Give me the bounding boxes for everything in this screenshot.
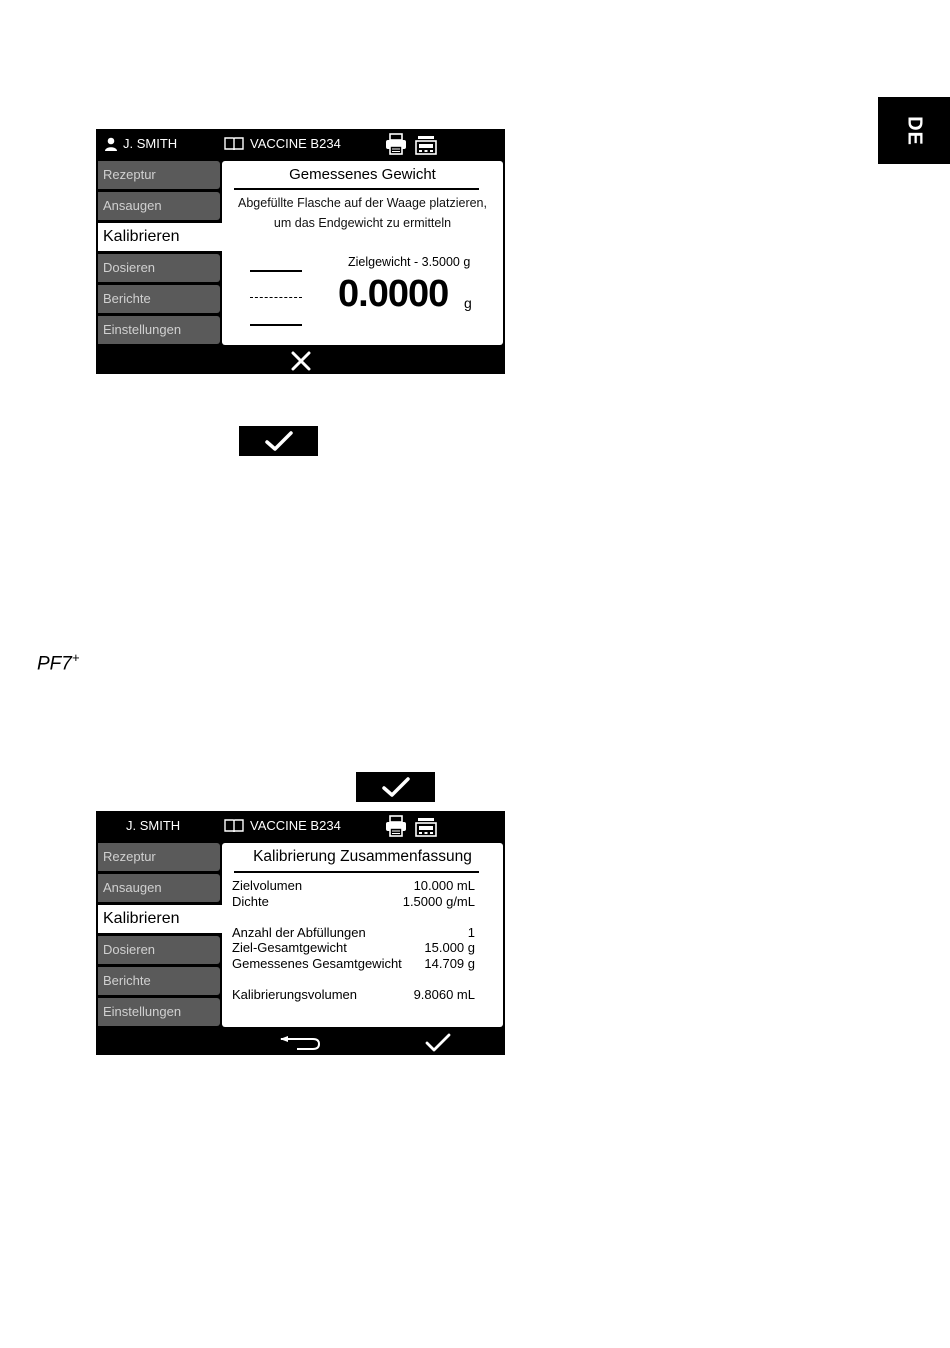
recipe-info: [224, 818, 341, 833]
sidebar-item-dosieren[interactable]: Dosieren: [98, 936, 220, 964]
sidebar-menu: [98, 843, 220, 1029]
summary-row: [232, 956, 475, 971]
recipe-info: [224, 136, 341, 151]
back-arrow-icon[interactable]: [279, 1035, 321, 1051]
printer-icon[interactable]: [385, 815, 407, 837]
summary-value: 15.000 g: [424, 940, 475, 955]
user-name: J. SMITH: [123, 136, 178, 151]
summary-row: [232, 940, 475, 955]
panel-title: Kalibrierung Zusammenfassung: [253, 848, 472, 865]
sidebar-item-ansaugen[interactable]: Ansaugen: [98, 874, 220, 902]
close-icon[interactable]: [291, 351, 311, 371]
summary-value: 10.000 mL: [413, 878, 475, 893]
target-weight: Zielgewicht - 3.5000 g: [348, 255, 471, 269]
content-panel: [222, 843, 503, 1027]
summary-label: Kalibrierungsvolumen: [232, 987, 358, 1002]
book-icon: [224, 819, 244, 833]
sidebar-item-einstellungen[interactable]: Einstellungen: [98, 998, 220, 1026]
printer-icon[interactable]: [385, 133, 407, 155]
measured-weight-value: 0.0000: [338, 273, 449, 315]
sidebar-item-rezeptur[interactable]: Rezeptur: [98, 161, 220, 189]
sidebar-item-ansaugen[interactable]: Ansaugen: [98, 192, 220, 220]
scale-icon[interactable]: [415, 817, 437, 837]
scale-indicator-bottom: [250, 324, 302, 326]
summary-value: 14.709 g: [424, 956, 475, 971]
summary-label: Gemessenes Gesamtgewicht: [232, 956, 402, 971]
device-screen-calibration-summary: [96, 811, 505, 1055]
scale-icon[interactable]: [415, 135, 437, 155]
summary-value: 1: [467, 925, 475, 940]
scale-indicator-top: [250, 270, 302, 272]
user-name: J. SMITH: [126, 818, 181, 833]
summary-value: 1.5000 g/mL: [402, 894, 475, 909]
instruction-line-1: Abgefüllte Flasche auf der Waage platzieren,: [238, 196, 487, 210]
action-bar: [96, 347, 505, 375]
user-icon: [104, 137, 118, 151]
status-bar: [96, 129, 505, 159]
recipe-name: VACCINE B234: [250, 136, 341, 151]
measured-weight-unit: g: [464, 295, 472, 311]
summary-row: [232, 894, 475, 909]
status-bar: [96, 811, 505, 841]
summary-label: Ziel-Gesamtgewicht: [232, 940, 347, 955]
sidebar-item-einstellungen[interactable]: Einstellungen: [98, 316, 220, 344]
instruction-line-2: um das Endgewicht zu ermitteln: [273, 216, 452, 230]
sidebar-item-berichte[interactable]: Berichte: [98, 967, 220, 995]
language-tab: [878, 97, 950, 164]
summary-row: [232, 878, 475, 893]
check-icon: [381, 776, 411, 798]
language-label: DE: [903, 115, 926, 146]
book-icon: [224, 137, 244, 151]
summary-row: [232, 987, 475, 1002]
summary-row: [232, 925, 475, 940]
summary-label: Anzahl der Abfüllungen: [232, 925, 366, 940]
user-info: [104, 136, 177, 151]
sidebar-item-rezeptur[interactable]: Rezeptur: [98, 843, 220, 871]
scale-indicator-middle: [250, 297, 302, 298]
summary-label: Zielvolumen: [232, 878, 303, 893]
check-icon[interactable]: [425, 1033, 451, 1053]
product-name-text: PF7: [37, 653, 72, 675]
sidebar-menu: [98, 161, 220, 347]
confirm-button-reference[interactable]: [239, 426, 318, 456]
product-name: [37, 650, 79, 675]
sidebar-item-kalibrieren[interactable]: Kalibrieren: [98, 223, 226, 251]
summary-label: Dichte: [232, 894, 269, 909]
title-divider: [234, 188, 479, 190]
device-screen-measured-weight: [96, 129, 505, 374]
title-divider: [234, 871, 479, 873]
sidebar-item-kalibrieren[interactable]: Kalibrieren: [98, 905, 226, 933]
check-icon: [264, 430, 294, 452]
recipe-name: VACCINE B234: [250, 818, 341, 833]
sidebar-item-berichte[interactable]: Berichte: [98, 285, 220, 313]
user-info: [126, 818, 180, 833]
panel-title: Gemessenes Gewicht: [289, 166, 436, 183]
content-panel: [222, 161, 503, 345]
instruction-text: [222, 193, 503, 233]
action-bar: [96, 1029, 505, 1057]
confirm-button-reference-2[interactable]: [356, 772, 435, 802]
product-name-sup: +: [71, 650, 80, 665]
sidebar-item-dosieren[interactable]: Dosieren: [98, 254, 220, 282]
summary-value: 9.8060 mL: [413, 987, 475, 1002]
